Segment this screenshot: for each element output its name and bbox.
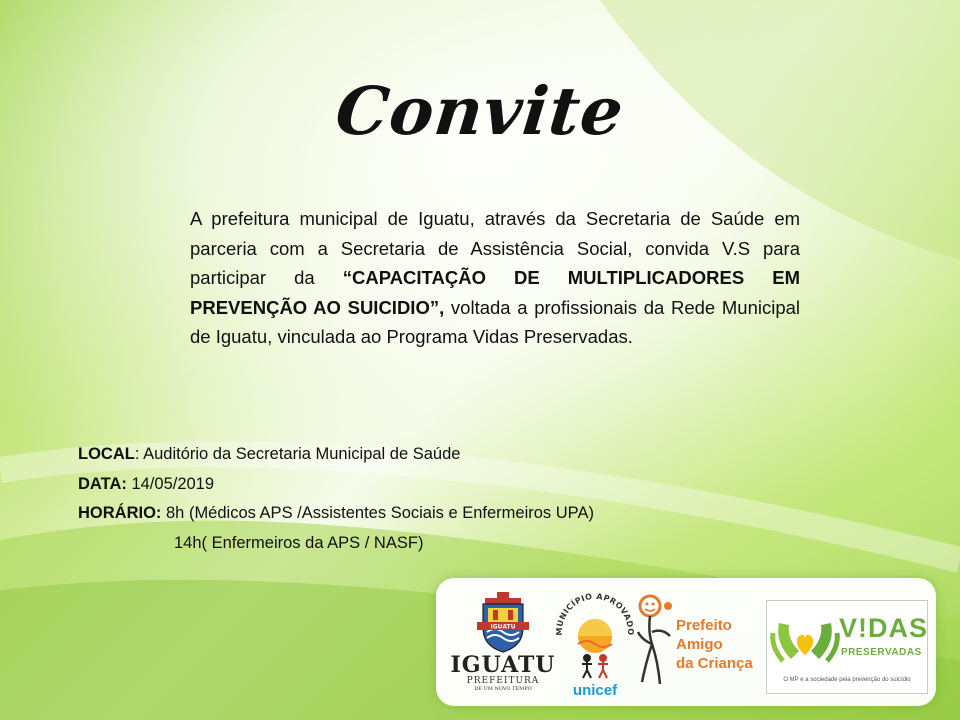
local-value: : Auditório da Secretaria Municipal de Saúde bbox=[134, 445, 461, 463]
intro-line-4: voltada a profissionais da Rede Municipal de Iguatu, bbox=[190, 296, 801, 347]
time-row-2 bbox=[78, 529, 838, 559]
intro-line-3: Social, convida V.S para participar da bbox=[190, 237, 801, 288]
local-label: LOCAL bbox=[78, 445, 135, 463]
date-value: 14/05/2019 bbox=[126, 474, 215, 493]
time-row bbox=[78, 499, 838, 529]
date-row bbox=[78, 470, 838, 500]
iguatu-motto: DE UM NOVO TEMPO bbox=[474, 686, 532, 692]
iguatu-banner-text: IGUATU bbox=[490, 623, 516, 631]
time-value-2: 14h( Enfermeiros da APS / NASF) bbox=[174, 533, 424, 552]
vidas-subtitle: PRESERVADAS bbox=[841, 647, 922, 658]
invitation-body bbox=[190, 204, 800, 352]
amigo-line-2: Amigo bbox=[676, 636, 723, 653]
intro-line-5: vinculada ao Programa Vidas Preservadas. bbox=[277, 326, 633, 347]
intro-line-2: de Saúde em parceria com a Secretaria de Assistência bbox=[190, 208, 801, 259]
vidas-tagline: O MP e a sociedade pela prevenção do suicídio bbox=[783, 677, 911, 683]
amigo-line-3: da Criança bbox=[676, 655, 753, 672]
event-details bbox=[78, 440, 838, 558]
date-label: DATA: bbox=[78, 474, 127, 493]
iguatu-name: IGUATU bbox=[450, 652, 556, 678]
intro-line-1: A prefeitura municipal de Iguatu, através da Secretaria bbox=[190, 208, 671, 229]
child-figure-icon bbox=[632, 592, 676, 692]
partner-logos-panel bbox=[436, 578, 936, 706]
local-row bbox=[78, 440, 838, 470]
vidas-title: V!DAS bbox=[839, 613, 929, 643]
course-name-part-2: MULTIPLICADORES EM PREVENÇÃO AO SUICIDIO”, bbox=[190, 267, 800, 318]
amigo-line-1: Prefeito bbox=[676, 617, 732, 634]
unicef-arc-text: MUNICÍPIO APROVADO bbox=[554, 591, 636, 636]
prefeito-amigo-text bbox=[676, 616, 753, 673]
iguatu-subtitle: PREFEITURA bbox=[466, 676, 540, 686]
unicef-wordmark: unicef bbox=[572, 682, 618, 699]
unicef-badge-icon bbox=[554, 586, 636, 682]
iguatu-logo bbox=[448, 592, 558, 700]
course-name-part-1: “CAPACITAÇÃO DE bbox=[342, 267, 540, 288]
time-label: HORÁRIO: bbox=[78, 504, 162, 522]
hands-heart-icon bbox=[769, 603, 841, 677]
time-value-1: 8h (Médicos APS /Assistentes Sociais e Enfermeiros UPA) bbox=[161, 504, 594, 522]
invitation-title: Convite bbox=[332, 72, 628, 150]
prefeito-amigo-logo bbox=[632, 592, 762, 696]
iguatu-crest-icon bbox=[473, 592, 533, 654]
unicef-logo bbox=[554, 586, 636, 698]
vidas-preservadas-logo bbox=[766, 600, 928, 694]
